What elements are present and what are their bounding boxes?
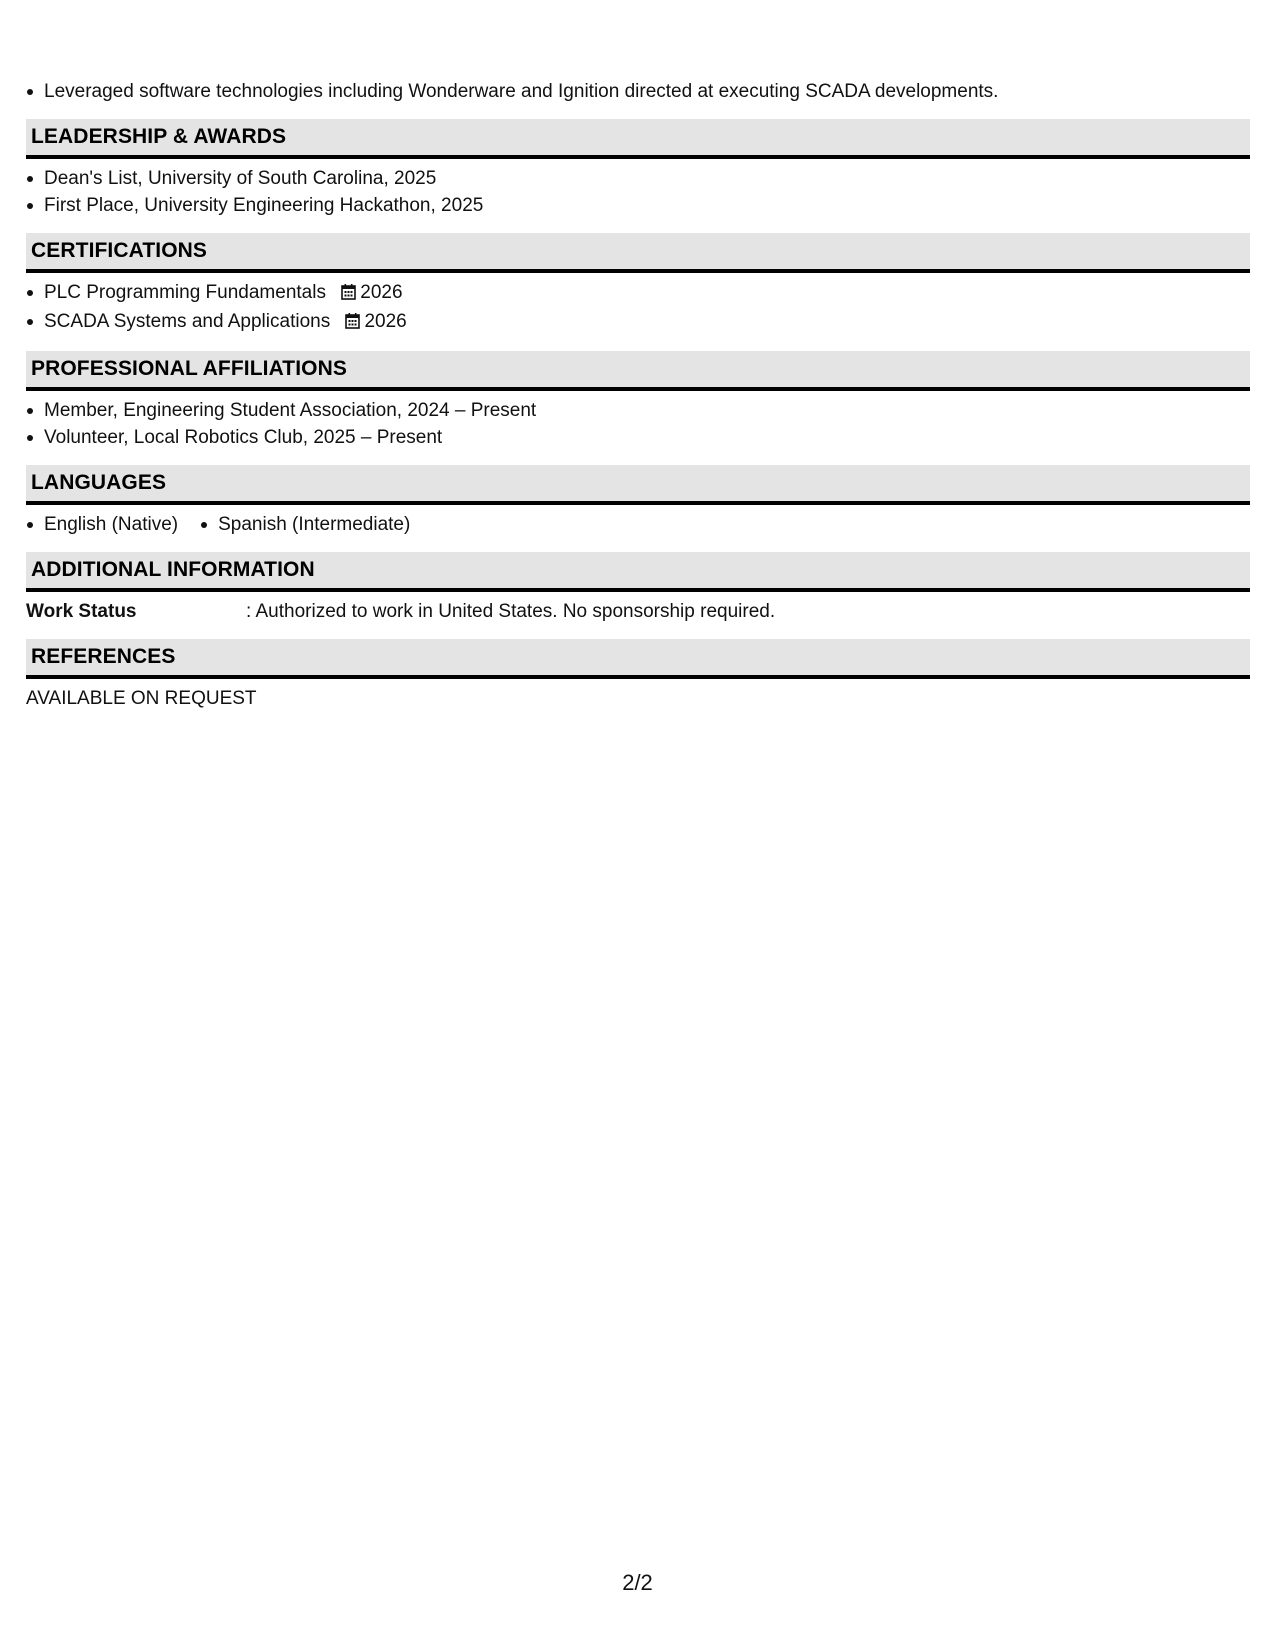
section-header xyxy=(26,119,1250,159)
work-status-label: Work Status xyxy=(26,601,137,622)
section-languages xyxy=(26,465,1250,538)
section-additional-information xyxy=(26,552,1250,625)
leadership-list xyxy=(26,165,1250,219)
list-item: First Place, University Engineering Hackathon, 2025 xyxy=(26,192,1250,219)
calendar-icon xyxy=(345,310,360,337)
list-item xyxy=(26,308,1250,337)
section-header xyxy=(26,233,1250,273)
section-title: ADDITIONAL INFORMATION xyxy=(31,558,315,581)
list-item xyxy=(26,279,1250,308)
list-item: English (Native) xyxy=(26,511,178,538)
section-certifications xyxy=(26,233,1250,337)
certification-name: PLC Programming Fundamentals xyxy=(44,282,326,303)
work-status-value: : Authorized to work in United States. No sponsorship required. xyxy=(246,601,776,622)
section-title: LANGUAGES xyxy=(31,471,167,494)
languages-list xyxy=(26,511,1250,538)
work-status-row xyxy=(26,598,1250,625)
references-text: AVAILABLE ON REQUEST xyxy=(26,688,257,709)
certification-year: 2026 xyxy=(364,311,407,332)
certifications-list xyxy=(26,279,1250,337)
experience-carryover-list xyxy=(26,78,1250,105)
list-item: Volunteer, Local Robotics Club, 2025 – Present xyxy=(26,424,1250,451)
section-header xyxy=(26,465,1250,505)
certification-name: SCADA Systems and Applications xyxy=(44,311,331,332)
section-header xyxy=(26,351,1250,391)
section-title: REFERENCES xyxy=(31,645,176,668)
section-header xyxy=(26,552,1250,592)
section-references xyxy=(26,639,1250,712)
section-professional-affiliations xyxy=(26,351,1250,451)
list-item: Dean's List, University of South Carolina, 2025 xyxy=(26,165,1250,192)
list-item: Spanish (Intermediate) xyxy=(200,511,410,538)
affiliations-list xyxy=(26,397,1250,451)
certification-year: 2026 xyxy=(360,282,403,303)
list-item: Leveraged software technologies including Wonderware and Ignition directed at executing SCADA developments. xyxy=(26,78,1250,105)
list-item: Member, Engineering Student Association, 2024 – Present xyxy=(26,397,1250,424)
section-title: PROFESSIONAL AFFILIATIONS xyxy=(31,357,347,380)
section-title: LEADERSHIP & AWARDS xyxy=(31,125,287,148)
page-number: 2/2 xyxy=(622,1570,653,1595)
calendar-icon xyxy=(341,281,356,308)
resume-page xyxy=(26,78,1250,712)
section-leadership-awards xyxy=(26,119,1250,219)
section-title: CERTIFICATIONS xyxy=(31,239,208,262)
section-header xyxy=(26,639,1250,679)
